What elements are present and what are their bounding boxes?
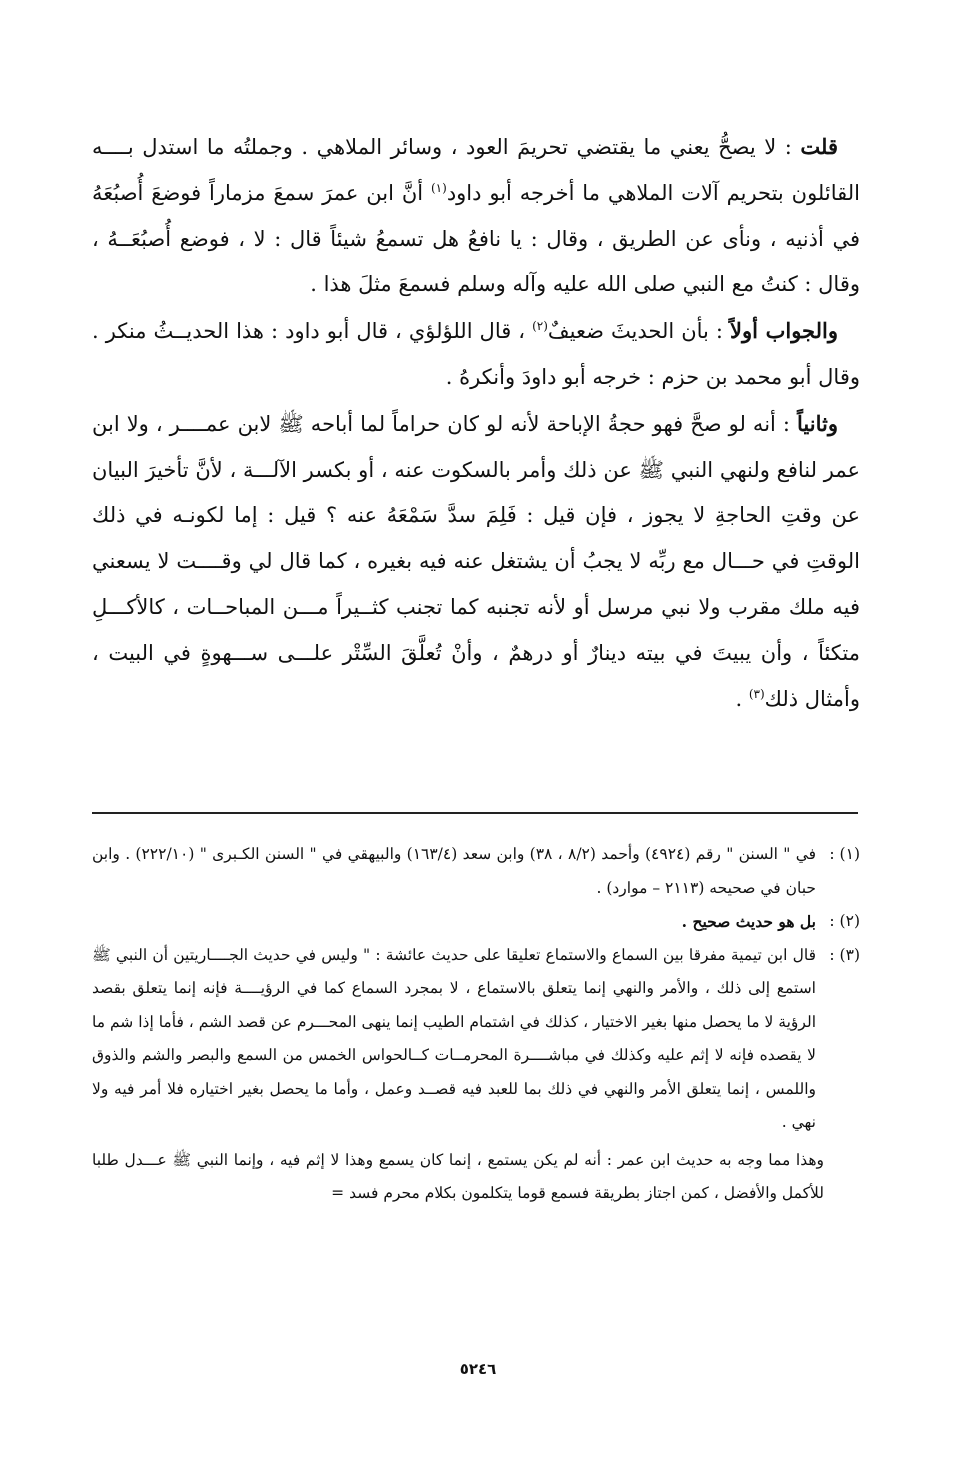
footnote-3 <box>92 939 860 1140</box>
paragraph-text: : بأن الحديثَ ضعيفٌ <box>547 319 730 344</box>
page-number: ٥٢٤٦ <box>459 1360 497 1378</box>
footnote-ref: (٣) <box>748 686 765 701</box>
footnote-1 <box>92 838 860 905</box>
paragraph-lead: والجواب أولاً <box>730 318 838 344</box>
footnote-text: في " السنن " رقم (٤٩٢٤) وأحمد (٨/٢ ، ٣٨) وابن سعد (١٦٣/٤) والبيهقي في " السنن الكـبرى " (٢٢٢/١٠) . وابن حبان في صحيحه (٢١١٣ – موارد) . <box>92 845 817 897</box>
footnote-ref: (١) <box>430 180 447 195</box>
paragraph-text: . <box>735 686 749 711</box>
footnote-text: قال ابن تيمية مفرقا بين السماع والاستماع تعليقا على حديث عائشة : " وليس في حديث الجــــاريتين أن النبي ﷺ استمع إلى ذلك ، والأمر والنهي إنما يتعلق بالاستماع ، لا بمجرد السماع كما في الرؤيــــة فإنه إنما يتعلق بقصد الرؤية لا ما يحصل منها بغير الاختيار ، كذلك في اشتمام الطيب إنما ينهى المحـــرم عن قصد الشم ، فأما إذا شم ما لا يقصده فإنه لا إثم عليه وكذلك في مباشــــرة المحرمــات كــالحواس الخمس من السمع والبصر والشم والذوق واللمس ، إنما يتعلق الأمر والنهي في ذلك بما للعبد فيه قصــد وعمل ، وأما ما يحصل بغير اختياره فلا أمر فيه ولا نهي . <box>92 945 816 1131</box>
paragraph-3 <box>92 401 860 723</box>
main-text <box>92 124 860 722</box>
paragraph-2 <box>92 308 860 401</box>
footnote-text: بل هو حديث صحيح . <box>681 912 816 931</box>
footnotes <box>92 838 860 1211</box>
footnote-number: (٢) : <box>829 912 860 930</box>
paragraph-text: أنَّ ابن عمرَ سمعَ مزماراً فوضعَ أُصبُعَهُ في أذنيه ، ونأى عن الطريق ، وقال : يا نافعُ هل تسمعُ شيئاً قال : لا ، فوضع أُصبُعَــهُ ، وقال : كنتُ مع النبي صلى الله عليه وآله وسلم فسمعَ مثلَ هذا . <box>92 180 860 297</box>
footnote-2 <box>92 905 860 939</box>
paragraph-text: ، قال اللؤلؤي ، قال أبو داود : هذا الحديــثُ منكر . وقال أبو محمد بن حزم : خرجه أبو داودَ وأنكرهُ . <box>92 319 860 389</box>
paragraph-text: : لا يصحُّ يعني ما يقتضي تحريمَ العود ، وسائر الملاهي . وجملتُه ما استدل بــــه القائلون بتحريم آلات الملاهي ما أخرجه أبو داود <box>92 135 860 205</box>
paragraph-1 <box>92 124 860 308</box>
footnote-divider <box>92 812 858 814</box>
paragraph-text: : أنه لو صحَّ فهو حجةُ الإباحة لأنه لو كان حراماً لما أباحه ﷺ لابن عمــــر ، ولا ابن عمر لنافع ولنهي النبي ﷺ عن ذلك وأمر بالسكوت عنه ، أو بكسر الآلـــة ، لأنَّ تأخيرَ البيان عن وقتِ الحاجةِ لا يجوز ، فإن قيل : فَلِمَ سدَّ سَمْعَهُ عنه ؟ قيل : إما لكونـه في ذلك الوقتِ في حـــال مع ربِّه لا يجبُ أن يشتغل عنه فيه بغيره ، كما قال لي وقــــت لا يسعني فيه ملك مقرب ولا نبي مرسل أو لأنه تجنبه كما تجنب كثــيراً مـــن المباحــات ، كالأكـــلِ متكئاً ، وأن يبيتَ في بيته دينارٌ أو درهمٌ ، وأنْ تُعلَّقَ السِّتْر علـــى ســـهوةٍ في البيت ، وأمثال ذلك <box>92 411 860 711</box>
footnote-3-continuation: وهذا مما وجه به حديث ابن عمر : أنه لم يكن يستمع ، إنما كان يسمع وهذا لا إثم فيه ، وإنما النبي ﷺ عـــدل طلبا للأكمل والأفضل ، كمن اجتاز بطريقة فسمع قوما يتكلمون بكلام محرم فسد = <box>92 1150 824 1202</box>
footnote-number: (١) : <box>829 845 860 863</box>
paragraph-lead: وثانياً <box>797 410 838 436</box>
footnote-number: (٣) : <box>829 945 860 964</box>
paragraph-lead: قلت <box>800 134 838 159</box>
footnote-ref: (٢) <box>532 319 548 334</box>
